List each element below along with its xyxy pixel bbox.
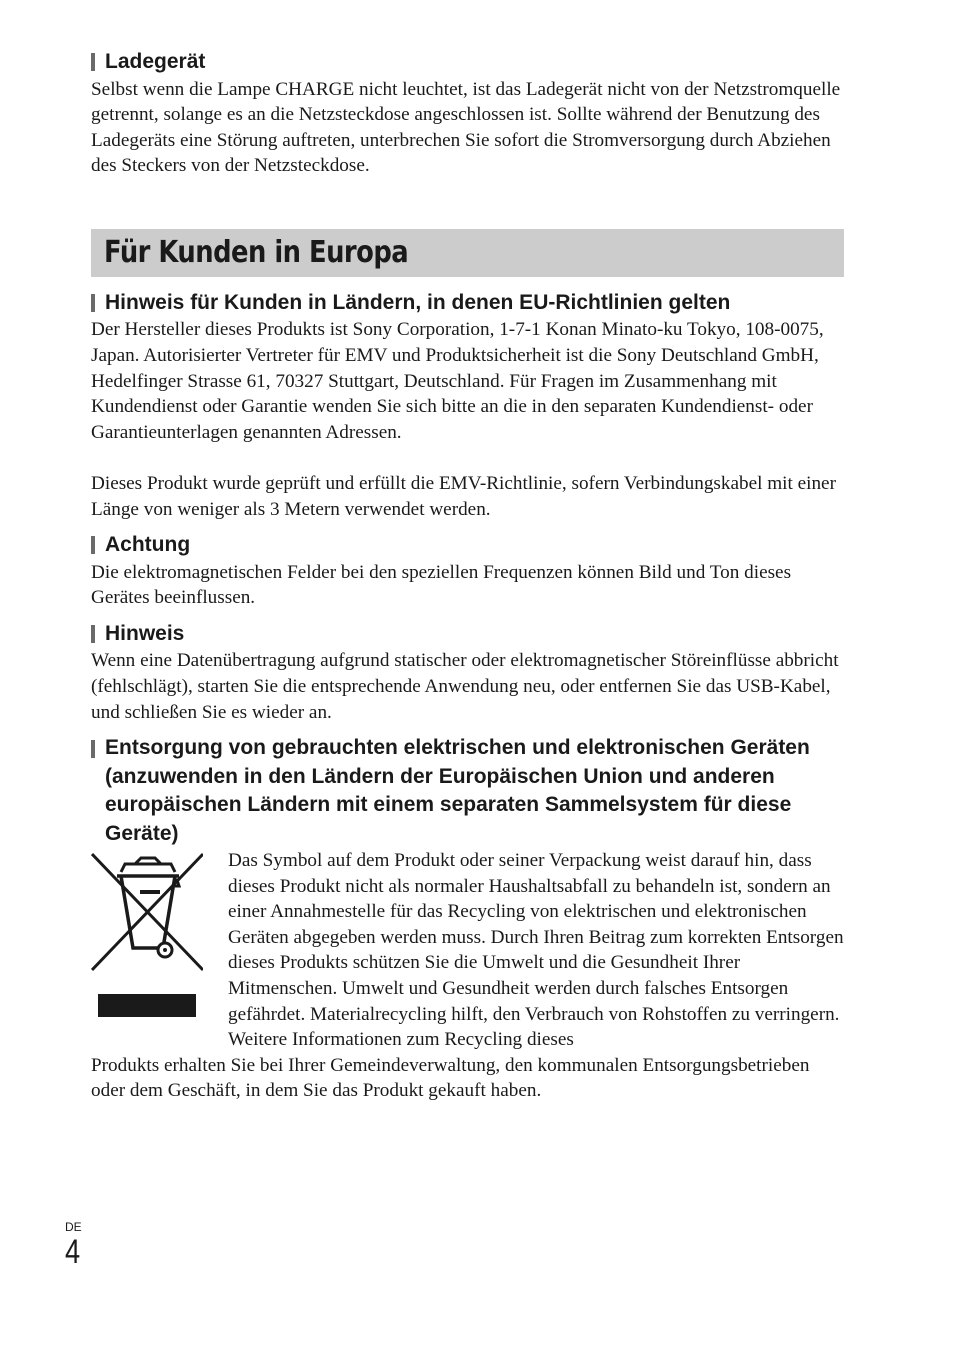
- charger-text: Selbst wenn die Lampe CHARGE nicht leuchtet, ist das Ladegerät nicht von der Netzstromquelle getrennt, solange es an die Netzsteckdose angeschlossen ist. Sollte während der Benutzung des Ladegeräts eine Störung auftreten, unterbrechen Sie sofort die Stromversorgung durch Abziehen des Steckers von der Netzsteckdose.: [91, 78, 841, 177]
- heading-marker: [91, 294, 95, 312]
- disposal-block: [91, 848, 844, 1053]
- page-number-value: 4: [65, 1233, 81, 1271]
- heading-marker: [91, 536, 95, 554]
- section-title: Für Kunden in Europa: [104, 235, 409, 271]
- heading-note: Hinweis: [91, 620, 844, 649]
- page-language-code: DE: [65, 1220, 82, 1234]
- caution-text: Die elektromagnetischen Felder bei den speziellen Frequenzen können Bild und Ton dieses Gerätes beeinflussen.: [91, 561, 792, 609]
- heading-charger: Ladegerät: [91, 48, 844, 77]
- heading-caution: Achtung: [91, 531, 844, 560]
- disposal-text-full: Produkts erhalten Sie bei Ihrer Gemeindeverwaltung, den kommunalen Entsorgungsbetrieben oder dem Geschäft, in dem Sie das Produkt gekauft haben.: [91, 1054, 810, 1102]
- eu-notice-text-2: Dieses Produkt wurde geprüft und erfüllt die EMV-Richtlinie, sofern Verbindungskabel mit einer Länge von weniger als 3 Metern verwendet werden.: [91, 472, 836, 520]
- disposal-text-wrapped: Das Symbol auf dem Produkt oder seiner Verpackung weist darauf hin, dass dieses Produkt nicht als normaler Haushaltsabfall zu behandeln ist, sondern an einer Annahmestelle für das Recycling von elektrischen und elektronischen Geräten abgegeben werden muss. Durch Ihren Beitrag zum korrekten Entsorgen dieses Produkts schützen Sie die Umwelt und die Gesundheit Ihrer Mitmenschen. Umwelt und Gesundheit werden durch falsches Entsorgen gefährdet. Materialrecycling hilft, den Verbrauch von Rohstoffen zu verringern. Weitere Informationen zum Recycling dieses: [228, 850, 844, 1051]
- section-banner-europe: [91, 229, 844, 277]
- eu-notice-text-1: Der Hersteller dieses Produkts ist Sony Corporation, 1-7-1 Konan Minato-ku Tokyo, 108-0075, Japan. Autorisierter Vertreter für EMV und Produktsicherheit ist die Sony Deutschland GmbH, Hedelfinger Strasse 61, 70327 Stuttgart, Deutschland. Für Fragen im Zusammenhang mit Kundendienst oder Garantie wenden Sie sich bitte an die in den separaten Kundendienst- oder Garantieunterlagen genannten Adressen.: [91, 319, 824, 443]
- heading-disposal: Entsorgung von gebrauchten elektrischen und elektronischen Geräten (anzuwenden in den Ländern der Europäischen Union und anderen europäischen Ländern mit einem separaten Sammelsystem für diese Geräte): [91, 734, 844, 848]
- crossed-out-wheelie-bin-icon: [91, 852, 203, 1020]
- document-page: [91, 48, 844, 1104]
- heading-eu-notice: Hinweis für Kunden in Ländern, in denen EU-Richtlinien gelten: [91, 289, 844, 318]
- note-text: Wenn eine Datenübertragung aufgrund statischer oder elektromagnetischer Störeinflüsse abbricht (fehlschlägt), starten Sie die entsprechende Anwendung neu, oder entfernen Sie das USB-Kabel, und schließen Sie es wieder an.: [91, 650, 839, 723]
- heading-marker: [91, 740, 95, 758]
- page-number: [65, 1220, 84, 1270]
- heading-marker: [91, 625, 95, 643]
- heading-marker: [91, 53, 95, 71]
